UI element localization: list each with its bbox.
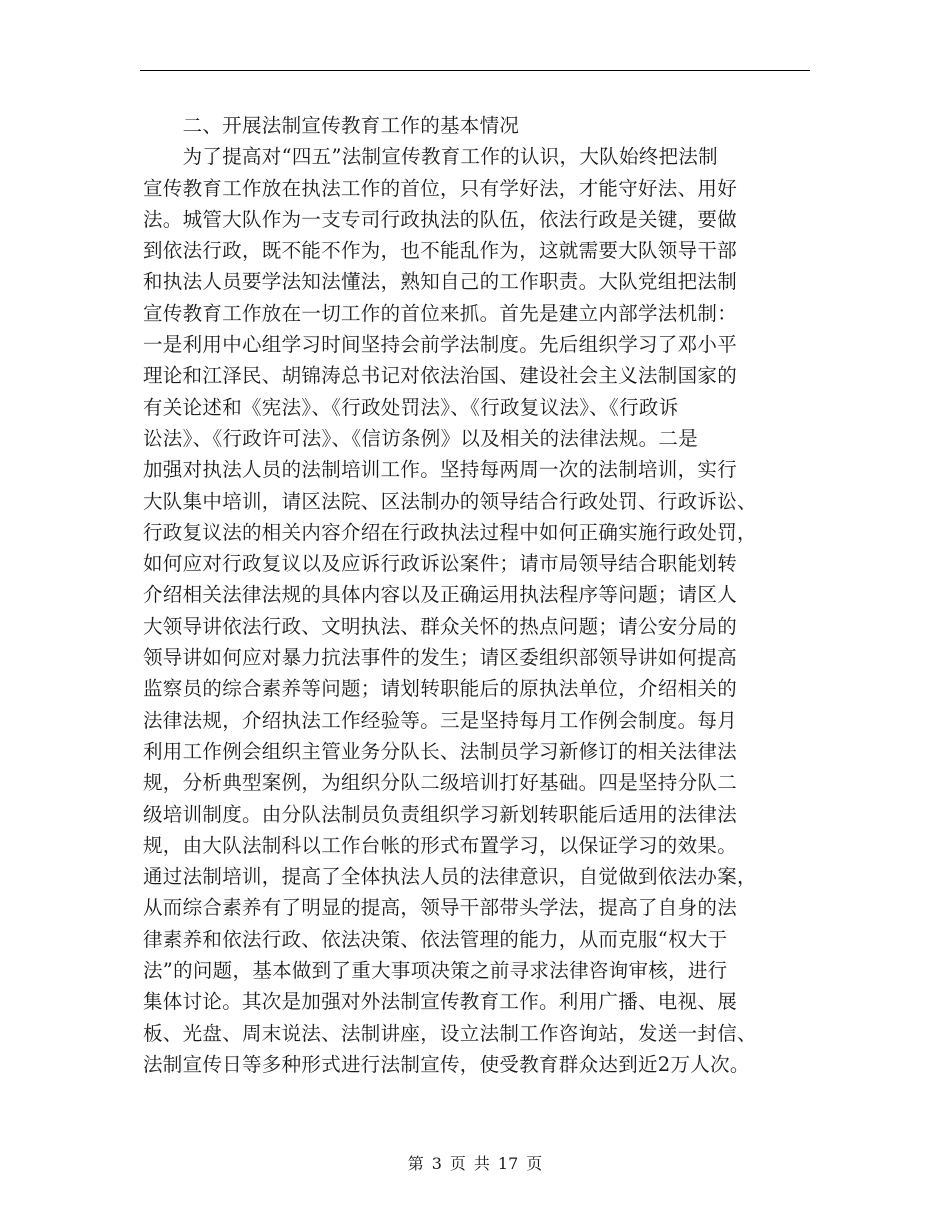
text-line: 宣传教育工作放在执法工作的首位，只有学好法，才能守好法、用好: [143, 176, 738, 200]
text-line: 集体讨论。其次是加强对外法制宣传教育工作。利用广播、电视、展: [143, 990, 738, 1014]
footer-total-prefix: 共: [473, 1154, 490, 1173]
text-line: 利用工作例会组织主管业务分队长、法制员学习新修订的相关法律法: [143, 739, 738, 763]
footer-page-prefix: 第: [407, 1154, 424, 1173]
footer-page-number: 3: [431, 1154, 442, 1173]
text-line: 法”的问题，基本做到了重大事项决策之前寻求法律咨询审核，进行: [143, 959, 728, 983]
text-line: 理论和江泽民、胡锦涛总书记对依法治国、建设社会主义法制国家的: [143, 364, 738, 388]
text-line: 到依法行政，既不能不作为，也不能乱作为，这就需要大队领导干部: [143, 239, 738, 263]
footer-total-word: 页: [526, 1154, 543, 1173]
footer-total-pages: 17: [497, 1154, 519, 1173]
text-line: 级培训制度。由分队法制员负责组织学习新划转职能后适用的法律法: [143, 802, 738, 826]
text-line: 律素养和依法行政、依法决策、依法管理的能力，从而克服“权大于: [143, 927, 728, 951]
text-line: 加强对执法人员的法制培训工作。坚持每两周一次的法制培训，实行: [143, 458, 738, 482]
text-line: 领导讲如何应对暴力抗法事件的发生；请区委组织部领导讲如何提高: [143, 646, 738, 670]
body-text: [143, 110, 813, 1080]
text-line: 行政复议法的相关内容介绍在行政执法过程中如何正确实施行政处罚，: [143, 520, 757, 544]
text-line: 法律法规，介绍执法工作经验等。三是坚持每月工作例会制度。每月: [143, 708, 738, 732]
text-line: 为了提高对“四五”法制宣传教育工作的认识，大队始终把法制: [143, 145, 718, 169]
text-line: 宣传教育工作放在一切工作的首位来抓。首先是建立内部学法机制：: [143, 301, 738, 325]
text-line: 讼法》、《行政许可法》、《信访条例》以及相关的法律法规。二是: [143, 426, 699, 450]
footer-page-word: 页: [449, 1154, 466, 1173]
text-line: 二、开展法制宣传教育工作的基本情况: [143, 114, 520, 137]
text-line: 介绍相关法律法规的具体内容以及正确运用执法程序等问题；请区人: [143, 583, 738, 607]
text-line: 通过法制培训，提高了全体执法人员的法律意识，自觉做到依法办案，: [143, 865, 757, 889]
text-line: 从而综合素养有了明显的提高，领导干部带头学法，提高了自身的法: [143, 896, 738, 920]
text-line: 大领导讲依法行政、文明执法、群众关怀的热点问题；请公安分局的: [143, 614, 738, 638]
text-line: 和执法人员要学法知法懂法，熟知自己的工作职责。大队党组把法制: [143, 270, 738, 294]
text-line: 一是利用中心组学习时间坚持会前学法制度。先后组织学习了邓小平: [143, 333, 738, 357]
text-line: 板、光盘、周末说法、法制讲座，设立法制工作咨询站，发送一封信、: [143, 1021, 757, 1045]
text-line: 大队集中培训，请区法院、区法制办的领导结合行政处罚、行政诉讼、: [143, 489, 757, 513]
text-line: 规，由大队法制科以工作台帐的形式布置学习，以保证学习的效果。: [143, 833, 738, 857]
text-line: 如何应对行政复议以及应诉行政诉讼案件；请市局领导结合职能划转: [143, 552, 738, 576]
text-line: 法。城管大队作为一支专司行政执法的队伍，依法行政是关键，要做: [143, 207, 738, 231]
text-line: 有关论述和《宪法》、《行政处罚法》、《行政复议法》、《行政诉: [143, 395, 679, 419]
text-line: 监察员的综合素养等问题；请划转职能后的原执法单位，介绍相关的: [143, 677, 738, 701]
page-footer: [0, 1152, 950, 1176]
text-line: 规，分析典型案例，为组织分队二级培训打好基础。四是坚持分队二: [143, 771, 738, 795]
header-rule: [140, 70, 810, 71]
text-line: 法制宣传日等多种形式进行法制宣传，使受教育群众达到近2万人次。: [143, 1052, 750, 1076]
